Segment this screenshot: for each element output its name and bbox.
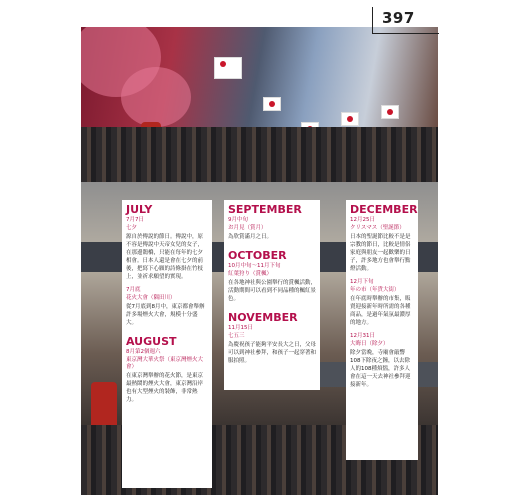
event-date: 12月31日 (350, 333, 375, 339)
event-description: 為慶祝孩子能夠平安長大之日，父母可以到神社參拜，和孩子一起穿著和服拍照。 (228, 342, 317, 364)
top-photo (81, 27, 438, 182)
events-column-left (122, 200, 212, 488)
event-name: 七夕 (126, 225, 138, 231)
event-name: 年の市（年貨大街） (350, 287, 400, 293)
event-name: 大晦日（除夕） (350, 341, 389, 347)
japanese-flag-icon (341, 112, 359, 126)
cherry-blossom (121, 67, 191, 127)
event-date: 12月25日 (350, 217, 375, 223)
event-description: 在東京灣舉辦的花火節，是東京最熱鬧的煙火大會，東京灣沿岸也有大型煙火的裝飾，非常熱力。 (126, 373, 204, 403)
event-name: 紅葉狩り（賞楓） (228, 271, 273, 277)
japanese-flag-icon (214, 57, 242, 79)
month-title: SEPTEMBER (228, 203, 302, 216)
event-description: 在年底時舉辦的市集，販賣迎接新年時所需的各種商品，是過年氣氛最濃厚的地方。 (350, 296, 411, 326)
month-title: JULY (126, 203, 153, 216)
crowd (81, 127, 438, 182)
event-date: 7月7日 (126, 217, 144, 223)
event-date: 9月中旬 (228, 217, 248, 223)
events-column-right (346, 200, 418, 460)
event-date: 7月底 (126, 287, 141, 293)
event-date: 10月中旬～11月下旬 (228, 263, 281, 269)
event-name: 東京灣大華火祭（東京灣煙火大會） (126, 357, 204, 370)
event-description: 除夕當晚，寺廟會敲響108下除夜之鐘，以去除人的108種煩惱，許多人會在這一天去神社參拜迎接新年。 (350, 350, 411, 388)
event-date: 8月第2個週六 (126, 349, 161, 355)
event-description: 為欣賞滿月之日。 (228, 234, 273, 240)
japanese-flag-icon (381, 105, 399, 119)
event-name: 花火大會（隅田川） (126, 295, 176, 301)
japanese-flag-icon (263, 97, 281, 111)
month-title: DECEMBER (350, 203, 418, 216)
month-title: OCTOBER (228, 249, 287, 262)
month-title: AUGUST (126, 335, 177, 348)
event-description: 從7月底到8月中，東京都會舉辦許多場煙火大會，規模十分盛大。 (126, 304, 205, 326)
event-date: 11月15日 (228, 325, 253, 331)
event-name: お月見（賞月） (228, 225, 267, 231)
event-description: 源自於傳說的節日。傳說中，原不容是傳說中天帝女兒的女子，在那邊鵲橋，只能在每年的七夕相會。日本人還是會在七夕的前後，把寫下心願的詩條掛在竹枝上，並祈求願望的實現。 (126, 234, 204, 280)
page-number: 397 (382, 9, 415, 27)
event-date: 12月下旬 (350, 279, 374, 285)
events-column-middle (224, 200, 320, 390)
event-name: 七五三 (228, 333, 245, 339)
event-description: 在各地神社與公園舉行的賞楓活動，活動期間可以看到不同品種的楓紅景色。 (228, 280, 317, 302)
month-title: NOVEMBER (228, 311, 298, 324)
event-name: クリスマス（聖誕節） (350, 225, 405, 231)
event-description: 日本的聖誕節比較不是是宗教的節日，比較是情侶家庭與朋友一起歡樂的日子，許多地方也會舉行點燈活動。 (350, 234, 411, 272)
